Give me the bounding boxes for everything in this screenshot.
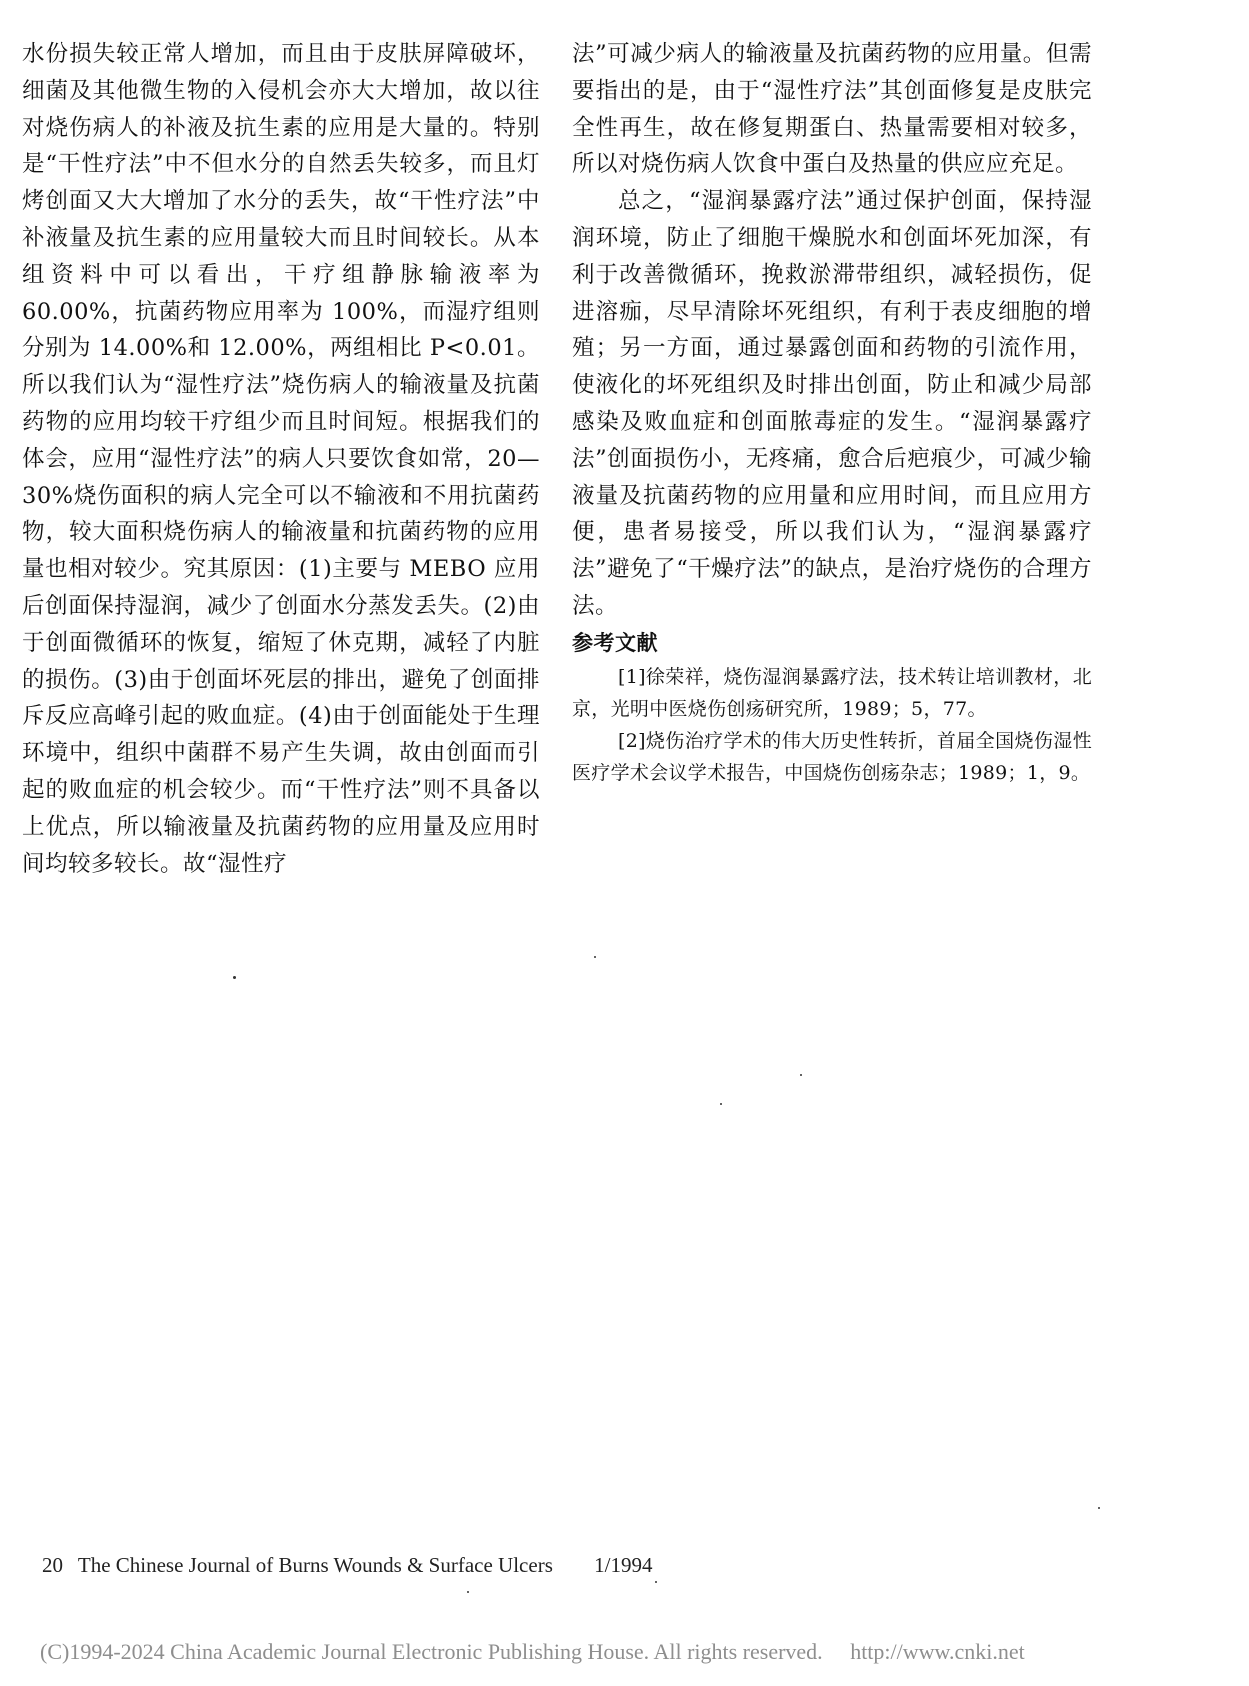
scan-speck [233, 976, 236, 979]
copyright-notice [40, 1639, 1025, 1665]
conclusion-paragraph: 总之，“湿润暴露疗法”通过保护创面，保持湿润环境，防止了细胞干燥脱水和创面坏死加深，有利于改善微循环，挽救淤滞带组织，减轻损伤，促进溶痂，尽早清除坏死组织，有利于表皮细胞的增殖；另一方面，通过暴露创面和药物的引流作用，使液化的坏死组织及时排出创面，防止和减少局部感染及败血症和创面脓毒症的发生。“湿润暴露疗法”创面损伤小，无疼痛，愈合后疤痕少，可减少输液量及抗菌药物的应用量和应用时间，而且应用方便，患者易接受，所以我们认为，“湿润暴露疗法”避免了“干燥疗法”的缺点，是治疗烧伤的合理方法。 [572, 188, 1092, 619]
body-paragraph-continued: 法”可减少病人的输液量及抗菌药物的应用量。但需要指出的是，由于“湿性疗法”其创面修复是皮肤完全性再生，故在修复期蛋白、热量需要相对较多，所以对烧伤病人饮食中蛋白及热量的供应应充足。 [572, 41, 1092, 178]
source-url: http://www.cnki.net [850, 1639, 1025, 1664]
issue-number: 1/1994 [594, 1553, 653, 1577]
copyright-text: (C)1994-2024 China Academic Journal Electronic Publishing House. All rights reserved. [40, 1639, 823, 1664]
references-heading: 参考文献 [572, 630, 658, 655]
scan-speck [467, 1591, 469, 1593]
right-column [572, 36, 1092, 789]
scan-speck [800, 1074, 802, 1076]
body-paragraph: 水份损失较正常人增加，而且由于皮肤屏障破坏，细菌及其他微生物的入侵机会亦大大增加，故以往对烧伤病人的补液及抗生素的应用是大量的。特别是“干性疗法”中不但水分的自然丢失较多，而且灯烤创面又大大增加了水分的丢失，故“干性疗法”中补液量及抗生素的应用量较大而且时间较长。从本组资料中可以看出，干疗组静脉输液率为 60.00%，抗菌药物应用率为 100%，而湿疗组则分别为 14.00%和 12.00%，两组相比 P<0.01。所以我们认为“湿性疗法”烧伤病人的输液量及抗菌药物的应用均较干疗组少而且时间短。根据我们的体会，应用“湿性疗法”的病人只要饮食如常，20—30%烧伤面积的病人完全可以不输液和不用抗菌药物，较大面积烧伤病人的输液量和抗菌药物的应用量也相对较少。究其原因：(1)主要与 MEBO 应用后创面保持湿润，减少了创面水分蒸发丢失。(2)由于创面微循环的恢复，缩短了休克期，减轻了内脏的损伤。(3)由于创面坏死层的排出，避免了创面排斥反应高峰引起的败血症。(4)由于创面能处于生理环境中，组织中菌群不易产生失调，故由创面而引起的败血症的机会较少。而“干性疗法”则不具备以上优点，所以输液量及抗菌药物的应用量及应用时间均较多较长。故“湿性疗 [22, 41, 540, 877]
scan-speck [1098, 1507, 1100, 1509]
reference-item-1: [1]徐荣祥，烧伤湿润暴露疗法，技术转让培训教材，北京，光明中医烧伤创疡研究所，1989；5，77。 [572, 665, 1092, 720]
scan-speck [720, 1103, 722, 1105]
page-footer [42, 1553, 662, 1578]
journal-name: The Chinese Journal of Burns Wounds & Surface Ulcers [77, 1553, 553, 1577]
scan-speck [594, 956, 596, 958]
scan-speck [655, 1581, 657, 1583]
page-number: 20 [42, 1553, 63, 1577]
reference-item-2: [2]烧伤治疗学术的伟大历史性转折，首届全国烧伤湿性医疗学术会议学术报告，中国烧伤创疡杂志；1989；1，9。 [572, 729, 1092, 784]
left-column [22, 36, 540, 882]
